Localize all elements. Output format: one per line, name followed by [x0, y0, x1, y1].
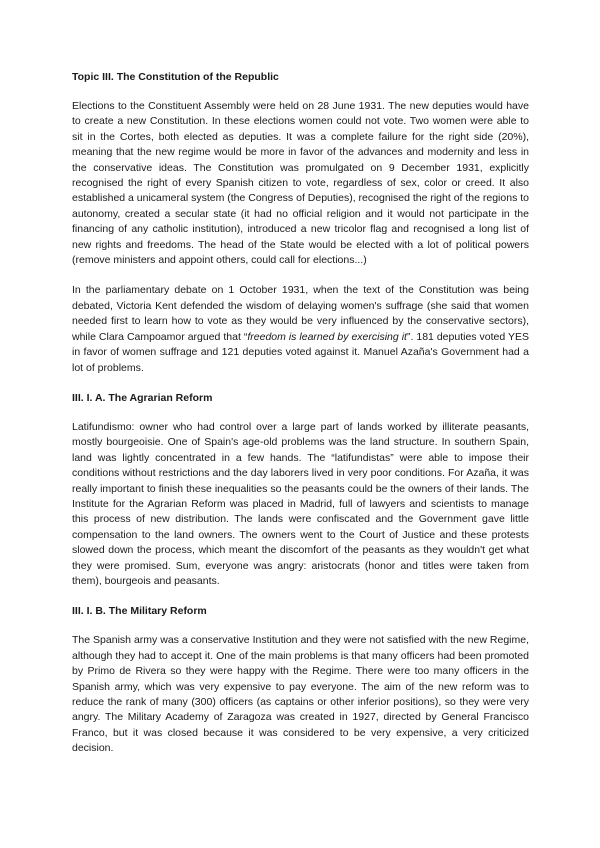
- paragraph-parliamentary-debate: [72, 283, 529, 375]
- section-heading-military-reform: III. I. B. The Military Reform: [72, 605, 207, 618]
- section-heading-constitution: Topic III. The Constitution of the Republic: [72, 71, 279, 83]
- paragraph-debate-text-before: In the parliamentary debate on 1 October 1931, when the text of the Constitution was being debated, Victoria Kent defended the wisdom of delaying women's suffrage (she said that women needed first to learn how to vote as they would be very influenced by the conservative sectors), while Clara Campoamor argued that “: [72, 284, 529, 343]
- section-heading-agrarian-reform: III. I. A. The Agrarian Reform: [72, 391, 213, 404]
- paragraph-elections: Elections to the Constituent Assembly were held on 28 June 1931. The new deputies would have to create a new Constitution. In these elections women could not vote. Two women were able to sit in the Cortes, both elected as deputies. It was a complete failure for the right side (20%), meaning that the new regime would be more in favor of the advances and modernity and less in the conservative ideas. The Constitution was promulgated on 9 December 1931, explicitly recognised the right of every Spanish citizen to vote, regardless of sex, color or creed. It also established a unicameral system (the Congress of Deputies), recognised the right of the regions to autonomy, created a secular state (it had no official religion and it would not participate in the financing of any catholic institution), introduced a new tricolor flag and recognised a long list of new rights and freedoms. The head of the State would be elected with a lot of political powers (remove ministers and appoint others, could call for elections...): [72, 100, 529, 267]
- paragraph-military-reform: The Spanish army was a conservative Institution and they were not satisfied with the new Regime, although they had to accept it. One of the main problems is that many officers had been promoted by Primo de Rivera so they were happy with the Regime. There were too many officers in the Spanish army, which was very expensive to pay everyone. The aim of the new reform was to reduce the rank of many (300) officers (as captains or other inferior positions), so they were very angry. The Military Academy of Zaragoza was created in 1927, directed by General Francisco Franco, but it was closed because it was considered to be very expensive, a very criticized decision.: [72, 634, 529, 755]
- paragraph-debate-text-after: ”. 181 deputies voted YES in favor of women suffrage and 121 deputies voted against it. Manuel Azaña's Government had a lot of problems.: [72, 330, 529, 374]
- campoamor-quote: freedom is learned by exercising it: [247, 330, 407, 343]
- document-page: [72, 70, 529, 772]
- paragraph-agrarian-reform: Latifundismo: owner who had control over a large part of lands worked by illiterate peasants, mostly bourgeoisie. One of Spain's age-old problems was the land structure. In southern Spain, land was lightly concentrated in a few hands. The “latifundistas” were able to impose their conditions without restrictions and the day laborers lived in very poor conditions. For Azaña, it was really important to finish these inequalities so the peasants could be the owners of their lands. The Institute for the Agrarian Reform was placed in Madrid, full of lawyers and scientists to manage this process of new distribution. The lands were confiscated and the Government gave little compensation to the land owners. The owners went to the Court of Justice and these protests slowed down the process, which meant the discomfort of the peasants as they wouldn't get what they were promised. Sum, everyone was angry: aristocrats (honor and titles were taken from them), bourgeois and peasants.: [72, 420, 529, 587]
